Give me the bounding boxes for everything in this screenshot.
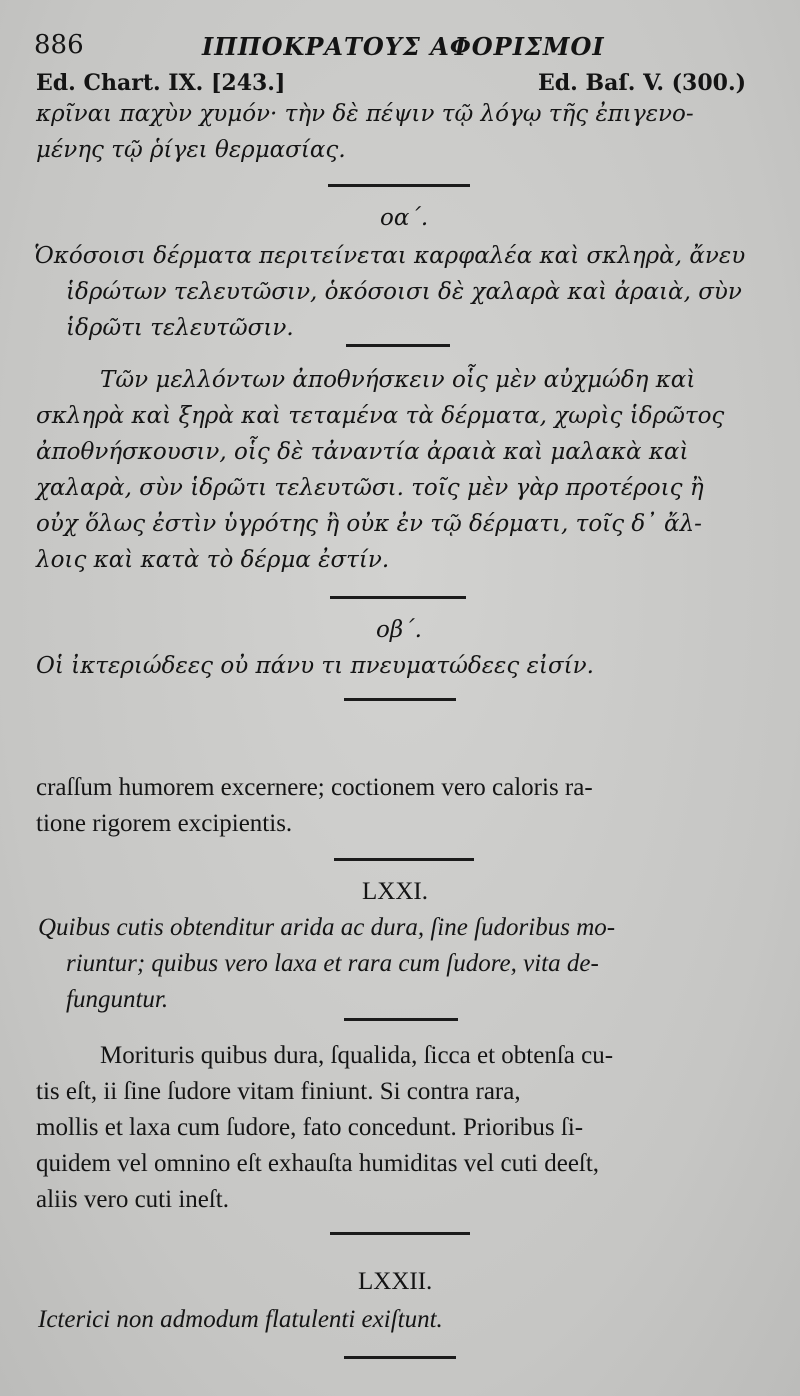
greek-section-number: οα΄. [380, 205, 429, 231]
latin-intro-line: tione rigorem excipientis. [36, 810, 293, 837]
greek-commentary-line: Τῶν μελλόντων ἀποθνήσκειν οἷς μὲν αὐχμώδη καὶ [100, 367, 696, 393]
latin-section-number: LXXII. [358, 1268, 433, 1295]
greek-commentary-line: ἀποθνήσκουσιν, οἷς δὲ τἀναντία ἀραιὰ καὶ μαλακὰ καὶ [36, 439, 689, 465]
latin-section-number: LXXI. [362, 878, 428, 905]
greek-section-number: οβ΄. [376, 617, 422, 643]
running-title: ΙΠΠΟΚΡΑΤΟΥΣ ΑΦΟΡΙΣΜΟΙ [202, 32, 605, 61]
greek-commentary-line: οὐχ ὅλως ἐστὶν ὑγρότης ἢ οὐκ ἐν τῷ δέρματι, τοῖς δ᾽ ἄλ- [36, 511, 702, 537]
greek-intro-line: μένης τῷ ῥίγει θερμασίας. [36, 137, 346, 163]
latin-commentary-line: quidem vel omnino eſt exhauſta humiditas vel cuti deeſt, [36, 1150, 600, 1177]
latin-aphorism-line: Icterici non admodum flatulenti exiſtunt. [38, 1306, 443, 1333]
section-divider [346, 344, 450, 347]
page-number: 886 [34, 30, 84, 60]
greek-aphorism-line: ἱδρώτων τελευτῶσιν, ὁκόσοισι δὲ χαλαρὰ καὶ ἀραιὰ, σὺν [66, 279, 742, 305]
greek-intro-line: κρῖναι παχὺν χυμόν· τὴν δὲ πέψιν τῷ λόγῳ τῆς ἐπιγενο- [36, 101, 694, 127]
latin-intro-line: craſſum humorem excernere; coctionem vero caloris ra- [36, 774, 593, 801]
section-divider [330, 596, 466, 599]
greek-aphorism-line: Ὁκόσοισι δέρματα περιτείνεται καρφαλέα καὶ σκληρὰ, ἄνευ [34, 243, 746, 269]
section-divider [334, 858, 474, 861]
section-divider [344, 1356, 456, 1359]
latin-aphorism-line: riuntur; quibus vero laxa et rara cum ſudore, vita de- [66, 950, 599, 977]
greek-commentary-line: χαλαρὰ, σὺν ἱδρῶτι τελευτῶσι. τοῖς μὲν γὰρ προτέροις ἢ [36, 475, 704, 501]
latin-aphorism-line: Quibus cutis obtenditur arida ac dura, ſine ſudoribus mo- [38, 914, 616, 941]
greek-commentary-line: σκληρὰ καὶ ξηρὰ καὶ τεταμένα τὰ δέρματα, χωρὶς ἱδρῶτος [36, 403, 725, 429]
section-divider [330, 1232, 470, 1235]
greek-aphorism-line: Οἱ ἰκτεριώδεες οὐ πάνυ τι πνευματώδεες εἰσίν. [36, 653, 594, 679]
latin-commentary-line: mollis et laxa cum ſudore, fato concedunt. Prioribus ſi- [36, 1114, 584, 1141]
latin-commentary-line: Morituris quibus dura, ſqualida, ſicca et obtenſa cu- [100, 1042, 614, 1069]
edition-left: Ed. Chart. IX. [243.] [36, 70, 286, 96]
greek-aphorism-line: ἱδρῶτι τελευτῶσιν. [66, 315, 294, 341]
latin-aphorism-line: funguntur. [66, 986, 169, 1013]
greek-commentary-line: λοις καὶ κατὰ τὸ δέρμα ἐστίν. [36, 547, 390, 573]
latin-commentary-line: aliis vero cuti ineſt. [36, 1186, 230, 1213]
section-divider [328, 184, 470, 187]
section-divider [344, 698, 456, 701]
section-divider [344, 1018, 458, 1021]
edition-right: Ed. Baſ. V. (300.) [538, 70, 747, 96]
latin-commentary-line: tis eſt, ii ſine ſudore vitam finiunt. Si contra rara, [36, 1078, 521, 1105]
